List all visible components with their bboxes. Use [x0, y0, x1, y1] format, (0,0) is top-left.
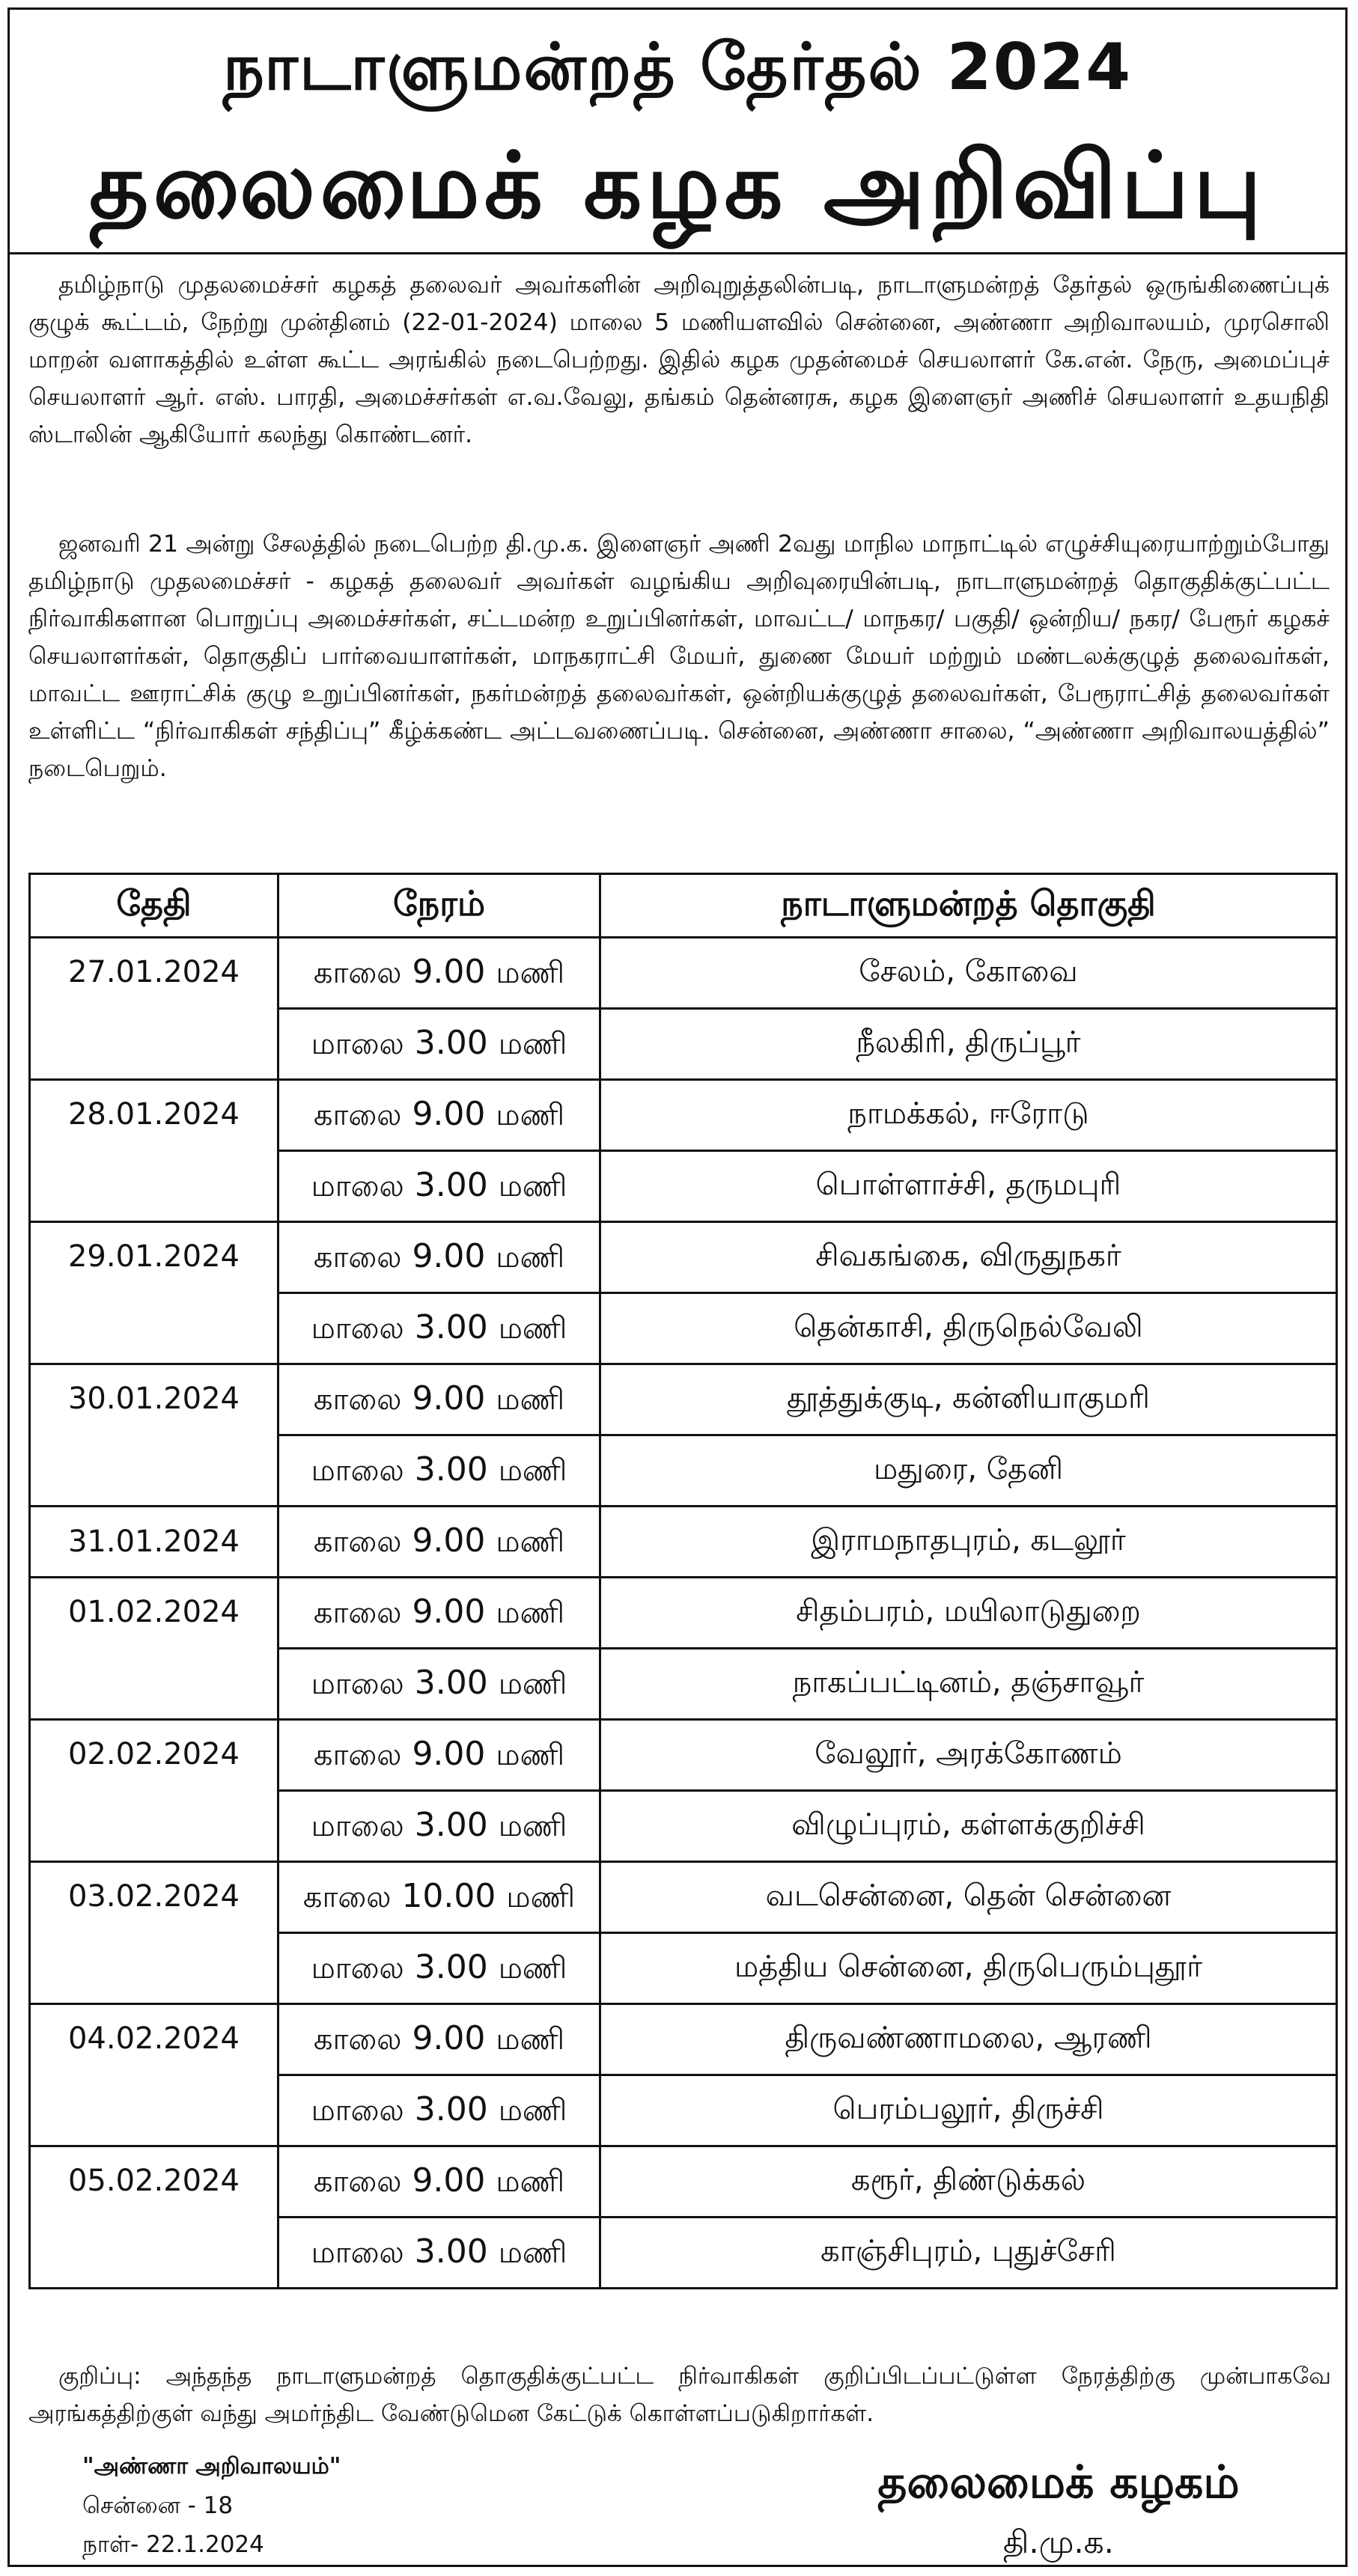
date-cell: 03.02.2024	[30, 1862, 278, 2004]
constituency-cell: கரூர், திண்டுக்கல்	[600, 2146, 1337, 2218]
constituency-cell: தூத்துக்குடி, கன்னியாகுமரி	[600, 1364, 1337, 1435]
note-text: குறிப்பு: அந்தந்த நாடாளுமன்றத் தொகுதிக்குட்பட்ட நிர்வாகிகள் குறிப்பிடப்பட்டுள்ள நேரத்திற்கு முன்பாகவே அரங்கத்திற்குள் வந்து அமர்ந்திட வேண்டுமென கேட்டுக் கொள்ளப்படுகிறார்கள்.	[28, 2363, 1331, 2427]
date-cell: 30.01.2024	[30, 1364, 278, 1507]
constituency-cell: இராமநாதபுரம், கடலூர்	[600, 1507, 1337, 1578]
constituency-cell: தென்காசி, திருநெல்வேலி	[600, 1293, 1337, 1364]
time-unit: மணி	[498, 2235, 567, 2270]
time-period: காலை	[313, 1239, 402, 1275]
constituency-cell: விழுப்புரம், கள்ளக்குறிச்சி	[600, 1791, 1337, 1862]
time-cell	[278, 1009, 600, 1080]
time-unit: மணி	[498, 1666, 567, 1701]
time-unit: மணி	[498, 1168, 567, 1203]
time-period: காலை	[313, 1524, 402, 1559]
time-cell	[278, 2075, 600, 2146]
time-cell	[278, 1720, 600, 1791]
time-unit: மணி	[496, 2164, 565, 2199]
time-value: 3.00	[414, 1307, 488, 1346]
time-unit: மணி	[496, 2021, 565, 2057]
constituency-cell: நீலகிரி, திருப்பூர்	[600, 1009, 1337, 1080]
constituency-cell: சிதம்பரம், மயிலாடுதுறை	[600, 1578, 1337, 1649]
constituency-cell: நாமக்கல், ஈரோடு	[600, 1080, 1337, 1151]
table-row	[30, 2146, 1337, 2218]
date-cell: 28.01.2024	[30, 1080, 278, 1222]
table-row	[30, 1364, 1337, 1435]
time-unit: மணி	[498, 2093, 567, 2128]
header-constituency: நாடாளுமன்றத் தொகுதி	[600, 874, 1337, 938]
time-value: 3.00	[414, 1165, 488, 1204]
table-row	[30, 1080, 1337, 1151]
time-value: 9.00	[412, 2161, 486, 2200]
announcement-title: தலைமைக் கழக அறிவிப்பு	[89, 132, 1266, 239]
time-cell	[278, 1080, 600, 1151]
time-cell	[278, 1791, 600, 1862]
time-cell	[278, 1151, 600, 1222]
table-row	[30, 2004, 1337, 2075]
time-cell	[278, 1862, 600, 1933]
table-row	[30, 938, 1337, 1009]
table-header-row	[30, 874, 1337, 938]
constituency-cell: வடசென்னை, தென் சென்னை	[600, 1862, 1337, 1933]
table-row	[30, 1578, 1337, 1649]
time-unit: மணி	[498, 1026, 567, 1061]
time-period: மாலை	[311, 1808, 404, 1843]
time-value: 3.00	[414, 1663, 488, 1702]
time-unit: மணி	[496, 1097, 565, 1132]
constituency-cell: மதுரை, தேனி	[600, 1435, 1337, 1507]
time-period: காலை	[313, 1595, 402, 1630]
time-value: 9.00	[412, 1734, 486, 1773]
constituency-cell: சிவகங்கை, விருதுநகர்	[600, 1222, 1337, 1293]
time-value: 9.00	[412, 1236, 486, 1275]
time-unit: மணி	[496, 1239, 565, 1275]
notice-header	[7, 7, 1348, 254]
time-period: மாலை	[311, 1310, 404, 1346]
time-value: 10.00	[401, 1876, 496, 1915]
time-value: 9.00	[412, 1094, 486, 1133]
time-cell	[278, 2146, 600, 2218]
time-period: காலை	[313, 1737, 402, 1772]
time-cell	[278, 1293, 600, 1364]
time-cell	[278, 1222, 600, 1293]
date-cell: 02.02.2024	[30, 1720, 278, 1862]
time-unit: மணி	[496, 955, 565, 990]
table-row	[30, 1720, 1337, 1791]
time-value: 9.00	[412, 1592, 486, 1631]
time-period: மாலை	[311, 1453, 404, 1488]
table-row	[30, 1222, 1337, 1293]
header-date: தேதி	[30, 874, 278, 938]
time-cell	[278, 1578, 600, 1649]
date-cell: 04.02.2024	[30, 2004, 278, 2146]
time-period: காலை	[313, 1097, 402, 1132]
constituency-cell: மத்திய சென்னை, திருபெரும்புதூர்	[600, 1933, 1337, 2004]
time-unit: மணி	[496, 1595, 565, 1630]
time-value: 9.00	[412, 2018, 486, 2057]
constituency-cell: நாகப்பட்டினம், தஞ்சாவூர்	[600, 1649, 1337, 1720]
time-unit: மணி	[498, 1310, 567, 1346]
constituency-cell: பெரம்பலூர், திருச்சி	[600, 2075, 1337, 2146]
time-period: மாலை	[311, 1666, 404, 1701]
constituency-cell: சேலம், கோவை	[600, 938, 1337, 1009]
election-title: நாடாளுமன்றத் தேர்தல் 2024	[222, 30, 1133, 105]
time-value: 9.00	[412, 1521, 486, 1560]
time-period: மாலை	[311, 1168, 404, 1203]
time-value: 9.00	[412, 1379, 486, 1417]
intro-paragraph-1: தமிழ்நாடு முதலமைச்சர் கழகத் தலைவர் அவர்களின் அறிவுறுத்தலின்படி, நாடாளுமன்றத் தேர்தல் ஒருங்கிணைப்புக் குழுக் கூட்டம், நேற்று முன்தினம் (22-01-2024) மாலை 5 மணியளவில் சென்னை, அண்ணா அறிவாலயம், முரசொலி மாறன் வளாகத்தில் உள்ள கூட்ட அரங்கில் நடைபெற்றது. இதில் கழக முதன்மைச் செயலாளர் கே.என். நேரு, அமைப்புச் செயலாளர் ஆர். எஸ். பாரதி, அமைச்சர்கள் எ.வ.வேலு, தங்கம் தென்னரசு, கழக இளைஞர் அணிச் செயலாளர் உதயநிதி ஸ்டாலின் ஆகியோர் கலந்து கொண்டனர்.	[28, 272, 1330, 448]
time-cell	[278, 1933, 600, 2004]
time-value: 3.00	[414, 2090, 488, 2128]
time-value: 3.00	[414, 1450, 488, 1489]
org-name: தலைமைக் கழகம்	[877, 2456, 1240, 2509]
date-cell: 27.01.2024	[30, 938, 278, 1080]
time-unit: மணி	[498, 1808, 567, 1843]
time-period: காலை	[302, 1879, 392, 1914]
time-cell	[278, 2004, 600, 2075]
intro-paragraph-2: ஜனவரி 21 அன்று சேலத்தில் நடைபெற்ற தி.மு.க. இளைஞர் அணி 2வது மாநில மாநாட்டில் எழுச்சியுரையாற்றும்போது தமிழ்நாடு முதலமைச்சர் - கழகத் தலைவர் அவர்கள் வழங்கிய அறிவுரையின்படி, நாடாளுமன்றத் தொகுதிக்குட்பட்ட நிர்வாகிகளான பொறுப்பு அமைச்சர்கள், சட்டமன்ற உறுப்பினர்கள், மாவட்ட/ மாநகர/ பகுதி/ ஒன்றிய/ நகர/ பேரூர் கழகச் செயலாளர்கள், தொகுதிப் பார்வையாளர்கள், மாநகராட்சி மேயர், துணை மேயர் மற்றும் மண்டலக்குழுத் தலைவர்கள், மாவட்ட ஊராட்சிக் குழு உறுப்பினர்கள், நகர்மன்றத் தலைவர்கள், ஒன்றியக்குழுத் தலைவர்கள், பேரூராட்சித் தலைவர்கள் உள்ளிட்ட “நிர்வாகிகள் சந்திப்பு” கீழ்க்கண்ட அட்டவணைப்படி. சென்னை, அண்ணா சாலை, “அண்ணா அறிவாலயத்தில்” நடைபெறும்.	[28, 531, 1330, 782]
schedule-table	[28, 873, 1338, 2289]
date-cell: 05.02.2024	[30, 2146, 278, 2289]
time-period: காலை	[313, 2021, 402, 2057]
time-period: மாலை	[311, 2235, 404, 2270]
date-cell: 01.02.2024	[30, 1578, 278, 1720]
time-value: 3.00	[414, 1947, 488, 1986]
time-unit: மணி	[496, 1382, 565, 1417]
date-cell: 29.01.2024	[30, 1222, 278, 1364]
constituency-cell: திருவண்ணாமலை, ஆரணி	[600, 2004, 1337, 2075]
time-period: மாலை	[311, 1950, 404, 1986]
time-period: காலை	[313, 955, 402, 990]
time-cell	[278, 1435, 600, 1507]
time-cell	[278, 2218, 600, 2289]
org-abbreviation: தி.மு.க.	[1003, 2524, 1114, 2560]
table-row	[30, 1862, 1337, 1933]
constituency-cell: பொள்ளாச்சி, தருமபுரி	[600, 1151, 1337, 1222]
time-unit: மணி	[496, 1524, 565, 1559]
time-period: காலை	[313, 1382, 402, 1417]
footer-signature	[849, 2449, 1268, 2569]
time-cell	[278, 938, 600, 1009]
date-cell: 31.01.2024	[30, 1507, 278, 1578]
schedule-body	[30, 938, 1337, 2289]
time-unit: மணி	[496, 1737, 565, 1772]
time-unit: மணி	[498, 1950, 567, 1986]
time-cell	[278, 1507, 600, 1578]
issue-date: நாள்- 22.1.2024	[82, 2531, 264, 2558]
time-value: 3.00	[414, 1805, 488, 1844]
time-cell	[278, 1364, 600, 1435]
constituency-cell: காஞ்சிபுரம், புதுச்சேரி	[600, 2218, 1337, 2289]
time-value: 3.00	[414, 2232, 488, 2271]
time-period: மாலை	[311, 1026, 404, 1061]
time-unit: மணி	[498, 1453, 567, 1488]
address-line-1: "அண்ணா அறிவாலயம்"	[82, 2453, 341, 2479]
footer-address	[82, 2447, 457, 2564]
address-line-2: சென்னை - 18	[82, 2492, 234, 2519]
table-row	[30, 1507, 1337, 1578]
time-cell	[278, 1649, 600, 1720]
header-time: நேரம்	[278, 874, 600, 938]
time-value: 3.00	[414, 1023, 488, 1062]
time-period: மாலை	[311, 2093, 404, 2128]
constituency-cell: வேலூர், அரக்கோணம்	[600, 1720, 1337, 1791]
time-period: காலை	[313, 2164, 402, 2199]
time-value: 9.00	[412, 952, 486, 991]
time-unit: மணி	[506, 1879, 576, 1914]
